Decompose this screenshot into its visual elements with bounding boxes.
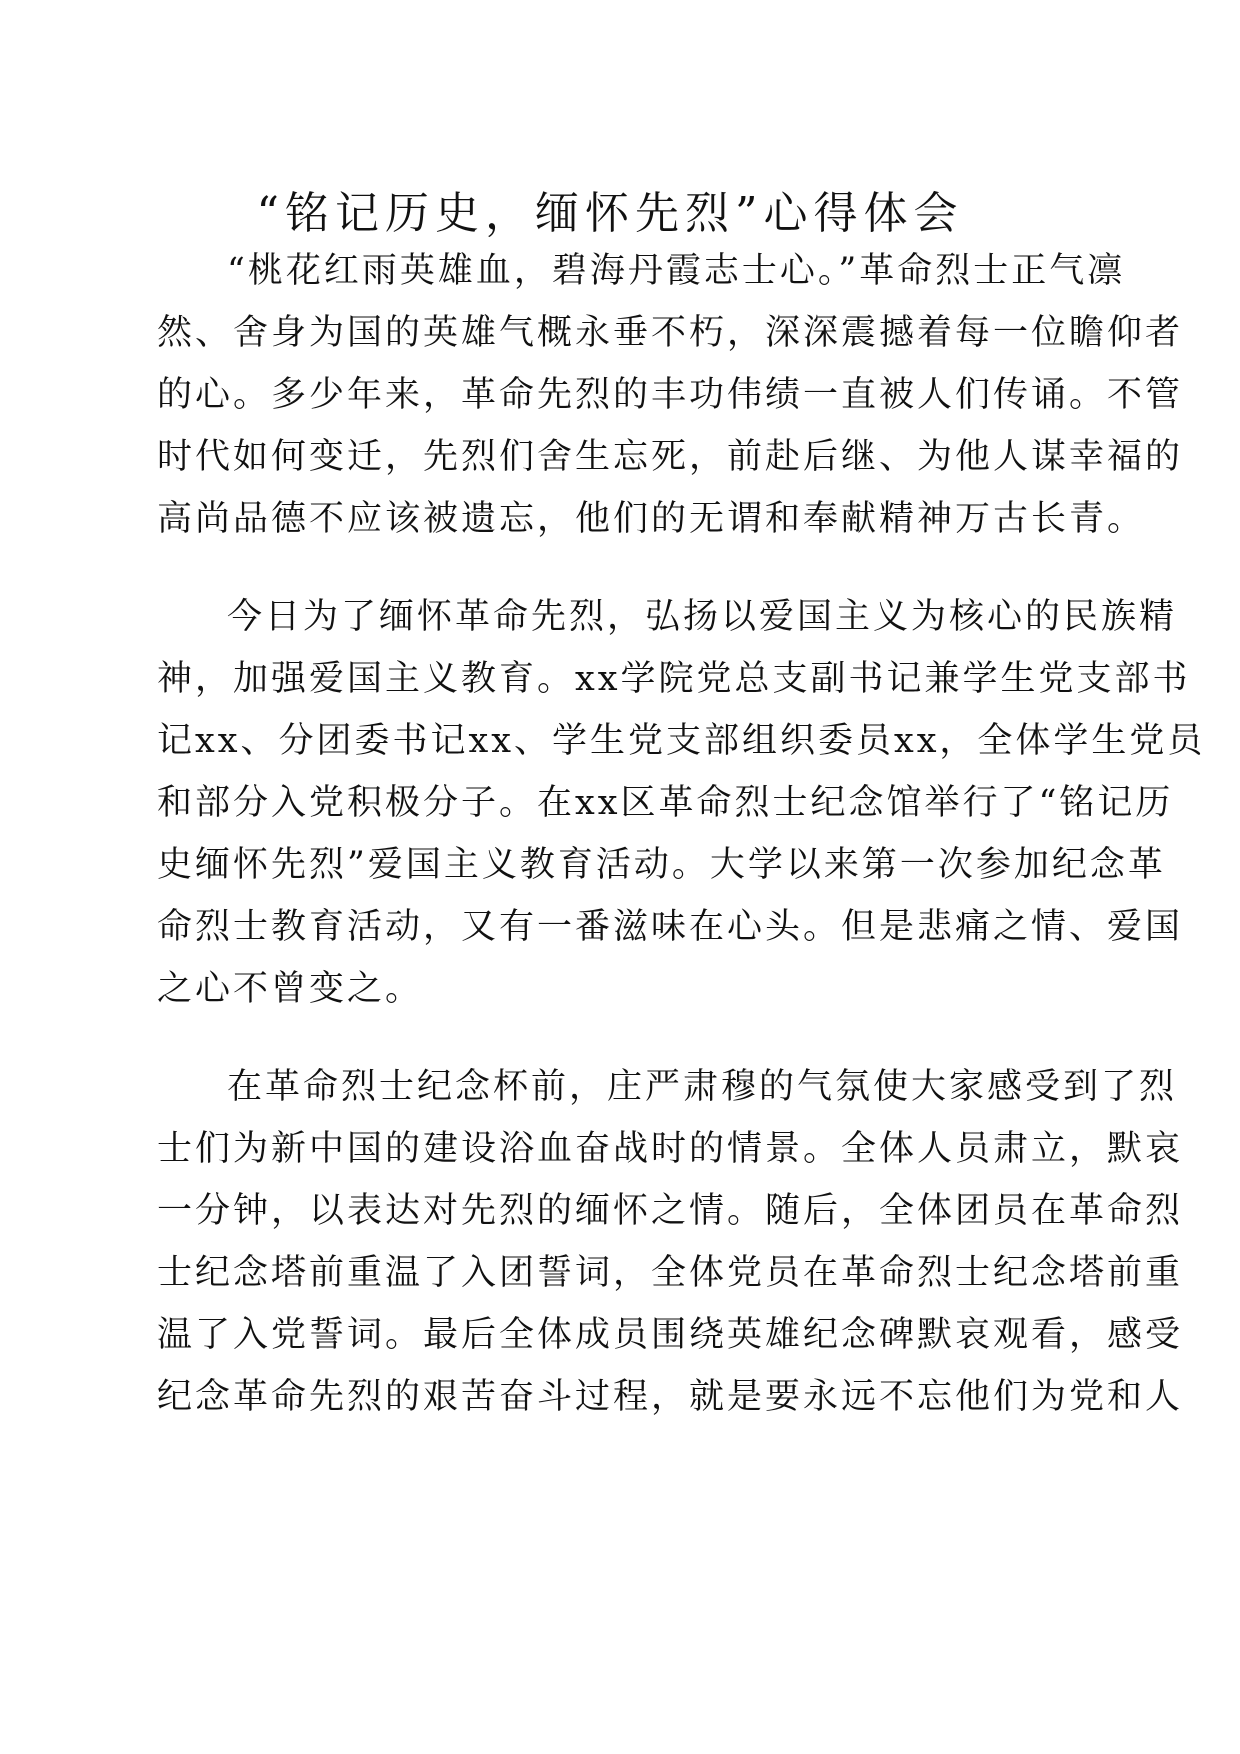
document-title: “铭记历史，缅怀先烈”心得体会 — [256, 188, 964, 239]
paragraph-line: 和部分入党积极分子。在xx区革命烈士纪念馆举行了“铭记历 — [157, 783, 1174, 823]
paragraph-3 — [157, 1056, 1184, 1428]
paragraph-line: 今日为了缅怀革命先烈，弘扬以爱国主义为核心的民族精 — [227, 597, 1178, 637]
paragraph-line: 然、舍身为国的英雄气概永垂不朽，深深震撼着每一位瞻仰者 — [157, 313, 1184, 353]
paragraph-line: 纪念革命先烈的艰苦奋斗过程，就是要永远不忘他们为党和人 — [157, 1377, 1184, 1417]
paragraph-line: 之心不曾变之。 — [157, 969, 424, 1009]
paragraph-line: 命烈士教育活动，又有一番滋味在心头。但是悲痛之情、爱国 — [157, 907, 1184, 947]
paragraph-line: “桃花红雨英雄血，碧海丹霞志士心。”革命烈士正气凛 — [227, 251, 1126, 291]
paragraph-line: 士纪念塔前重温了入团誓词，全体党员在革命烈士纪念塔前重 — [157, 1253, 1184, 1293]
paragraph-line: 的心。多少年来，革命先烈的丰功伟绩一直被人们传诵。不管 — [157, 375, 1184, 415]
paragraph-line: 士们为新中国的建设浴血奋战时的情景。全体人员肃立，默哀 — [157, 1129, 1184, 1169]
paragraph-line: 神，加强爱国主义教育。xx学院党总支副书记兼学生党支部书 — [157, 659, 1191, 699]
paragraph-2 — [157, 586, 1206, 1020]
paragraph-line: 记xx、分团委书记xx、学生党支部组织委员xx，全体学生党员 — [157, 721, 1206, 761]
paragraph-line: 温了入党誓词。最后全体成员围绕英雄纪念碑默哀观看，感受 — [157, 1315, 1184, 1355]
document-body — [157, 240, 1206, 1464]
paragraph-line: 高尚品德不应该被遗忘，他们的无谓和奉献精神万古长青。 — [157, 499, 1146, 539]
paragraph-1 — [157, 240, 1184, 550]
paragraph-line: 史缅怀先烈”爱国主义教育活动。大学以来第一次参加纪念革 — [157, 845, 1166, 885]
paragraph-line: 时代如何变迁，先烈们舍生忘死，前赴后继、为他人谋幸福的 — [157, 437, 1184, 477]
paragraph-line: 一分钟，以表达对先烈的缅怀之情。随后，全体团员在革命烈 — [157, 1191, 1184, 1231]
paragraph-line: 在革命烈士纪念杯前，庄严肃穆的气氛使大家感受到了烈 — [227, 1067, 1178, 1107]
